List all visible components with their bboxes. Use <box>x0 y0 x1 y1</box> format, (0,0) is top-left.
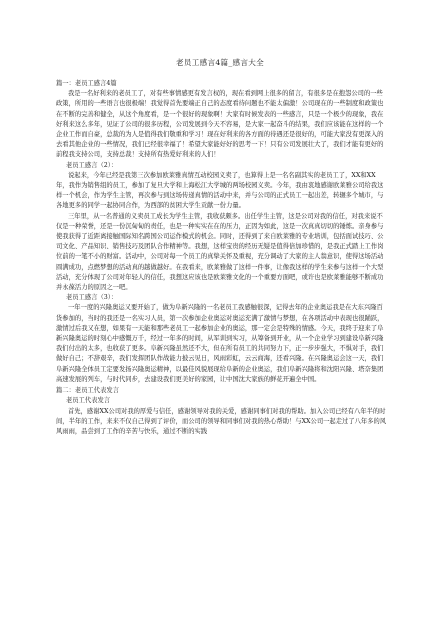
sub-heading: 老员工感言（3）： <box>66 294 118 302</box>
paragraph: 我是一名好利来的老员工了，对有些事情感更有发言权的，现在看到网上很多的留言，有很多是在抱怨公司的一些政策，所用的一些语言也很极端！我觉得首先要端正自己的态度看待问题也不能太偏激！公司现在的一些制度和政策也在不断的完善和健全，从这个角度看，是一个很好的现象啊！大家有时候发表的一些感言，只是一个极少的现象，我在好利来这么多年，见证了公司的很多历程，公司发展到今天不容易，是大家一起奋斗的结果，我们应该能在这样的一个企业工作而自豪，总裁的为人是值得我们敬重和学习！现在好利来的各方面的待遇还是很好的，可能大家没有更深入的去看其他企业的一些情况，我们已经很幸福了！希望大家能好好的思考一下！只有公司发展壮大了，我们才能有更好的前程我支持公司，支持总裁！支持所有热爱好利来的人们！ <box>56 90 384 159</box>
paragraph: 一年一度的兴隆奥运又要开始了，做为阜新兴隆的一名老员工我感触很深，记得去年的企业奥运我是在大东兴隆百货参加的，当时的我还是一名实习人员，第一次参加企业奥运对奥运充满了激情与梦想，在各项活动中表现也很踊跃，激情过后我又在想，如果有一天能和那些老员工一起参加企业的奥运，那一定会是特殊的情感。今天，我终于迎来了阜新兴隆奥运的时刻心中感慨万千，经过一年多的时间，从军训到实习，从筹备到开业，从一个企业学习到建设阜新兴隆我们付出的太多，也收获了更多。阜新兴隆虽然还不大，但在所有员工的共同努力下，正一步步强大，不惧对手，我们做好自己；不辞艰辛，我们发挥团队作战能力披云见日，风雨彩虹，云云商海，还看兴隆。在兴隆奥运会这一天，我们阜新兴隆全体员工定要发扬兴隆奥运精神，以最佳风貌展现给阜新的企业奥运，我们阜新兴隆将和沈阳兴隆、塔奈集团高速发展的列车，与时代同步，去建设我们更美好的家园，让中国沈大家族的鲜花开遍全中国。 <box>56 304 384 383</box>
document-body <box>56 78 388 437</box>
paragraph: 首先，感谢XX公司对我的厚爱与信任，感谢领导对我的关爱，感谢同事们对我的帮助。加入公司已经有八年半的时间，半年的工作，来来不仅自己得到了评价，而公司的领导和同事们对我的热心帮助！与XX公司一起走过了八年多的风风雨雨，品尝到了工作的辛苦与快乐，通过不断的实践 <box>56 407 387 435</box>
paragraph: 三年里，从一名普通的义卖员工成长为学生主管，我收获颇多。出任学生主管，这是公司对我的信任，对我来说不仅是一种荣誉，还是一份沉甸甸的责任，也是一种实实在在的压力，正因为如此，这是一次真真切切的锤炼。亲身参与使我获得了近距离接触国际知名跨国公司运作模式的机会。同时，还得到了来自欧莱雅的专业培训，包括面试技巧、公司文化、产品知识、销售技巧及团队合作精神等。我想，这样宝贵的经历无疑是值得倍加珍惜的，是我正式踏上工作岗位前的一笔不小的财富。活动中，公司对每一个员工的真挚关怀及重视，充分调动了大家的主人翁意识，使得这场活动圆满成功，点燃梦想的活动真的越做越好。在我看来，欧莱雅做了这样一件事，让像我这样的学生来参与这样一个大型活动，充分体现了公司对年轻人的信任，我想这应该也是欧莱雅文化的一个重要方面吧，或许也是欧莱雅能够不断成功并永葆活力的原因之一吧。 <box>56 212 384 292</box>
section-heading: 篇二：老员工代表发言 <box>56 387 119 395</box>
section-heading: 篇一：老员工感言4篇 <box>56 80 117 87</box>
document-title: 老员工感言4篇_感言大全 <box>175 58 265 67</box>
paragraph: 说起来，今年已经是我第三次参加欧莱雅真情互动校园义卖了，也算得上是一名名副其实的老员工了，XX和XX年，我作为销售组的员工，参加了复旦大学和上海松江大学城的两场校园义卖。今年，我由衷地感谢欧莱雅公司给我这样一个机会，作为学生主管，再次参与到这场传递真情的活动中来，并与公司的正式员工一起出差，转辗多个城市，与各地更多的同学一起协同合作，为西部的贫困大学生贡献一份力量。 <box>56 171 384 210</box>
sub-heading: 老员工感言（2）： <box>66 161 118 169</box>
sub-heading: 老员工代表发言 <box>66 397 111 405</box>
